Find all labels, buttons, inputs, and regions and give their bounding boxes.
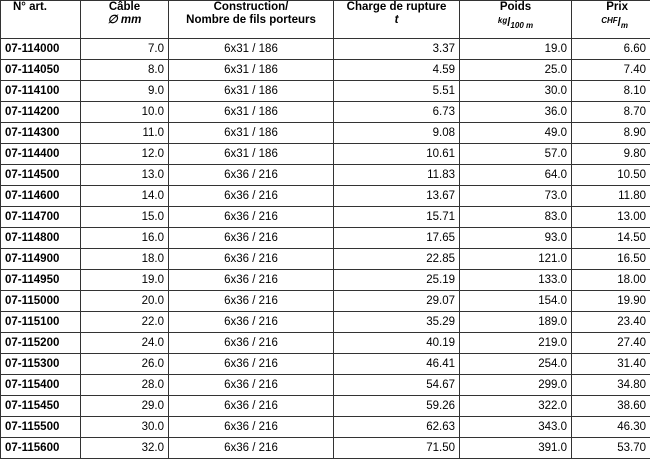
cell-breaking-load: 22.85 [334, 249, 460, 270]
cell-price: 19.90 [572, 291, 650, 312]
table-row [1, 186, 650, 207]
header-charge-unit: t [394, 14, 399, 26]
cell-weight: 64.0 [460, 165, 572, 186]
cell-cable-diameter: 7.0 [81, 39, 169, 60]
cell-cable-diameter: 10.0 [81, 102, 169, 123]
table-row [1, 144, 650, 165]
cell-art: 07-114050 [1, 60, 81, 81]
cell-construction: 6x36 / 216 [169, 375, 334, 396]
cell-cable-diameter: 30.0 [81, 417, 169, 438]
cell-breaking-load: 15.71 [334, 207, 460, 228]
header-prix-unit-sub: m [620, 21, 628, 30]
cell-art: 07-114950 [1, 270, 81, 291]
cell-price: 6.60 [572, 39, 650, 60]
cell-art: 07-115400 [1, 375, 81, 396]
table-row [1, 396, 650, 417]
cell-weight: 391.0 [460, 438, 572, 459]
cell-price: 8.90 [572, 123, 650, 144]
cell-price: 31.40 [572, 354, 650, 375]
header-charge [334, 1, 460, 39]
cell-cable-diameter: 18.0 [81, 249, 169, 270]
cell-breaking-load: 3.37 [334, 39, 460, 60]
table-body [1, 39, 650, 459]
cell-price: 10.50 [572, 165, 650, 186]
table-row [1, 270, 650, 291]
cell-art: 07-114800 [1, 228, 81, 249]
cell-price: 8.10 [572, 81, 650, 102]
cell-construction: 6x31 / 186 [169, 102, 334, 123]
cell-cable-diameter: 26.0 [81, 354, 169, 375]
cell-art: 07-114400 [1, 144, 81, 165]
table-row [1, 81, 650, 102]
cell-cable-diameter: 11.0 [81, 123, 169, 144]
header-art [1, 1, 81, 39]
cell-breaking-load: 59.26 [334, 396, 460, 417]
cell-weight: 30.0 [460, 81, 572, 102]
cell-price: 53.70 [572, 438, 650, 459]
header-art-label: N° art. [13, 1, 47, 13]
cell-construction: 6x36 / 216 [169, 186, 334, 207]
cell-weight: 219.0 [460, 333, 572, 354]
table-row [1, 249, 650, 270]
cell-price: 13.00 [572, 207, 650, 228]
table-row [1, 60, 650, 81]
header-prix: Prix $^{CHF}/_m$ [572, 1, 650, 39]
cell-art: 07-114200 [1, 102, 81, 123]
cell-breaking-load: 17.65 [334, 228, 460, 249]
header-construction-label: Construction/ [213, 1, 289, 13]
cell-construction: 6x36 / 216 [169, 354, 334, 375]
cell-price: 8.70 [572, 102, 650, 123]
cell-art: 07-114500 [1, 165, 81, 186]
cell-price: 7.40 [572, 60, 650, 81]
table-row [1, 375, 650, 396]
cell-art: 07-114000 [1, 39, 81, 60]
cell-art: 07-115450 [1, 396, 81, 417]
header-poids-label: Poids [499, 1, 532, 13]
cell-weight: 25.0 [460, 60, 572, 81]
header-charge-label: Charge de rupture [346, 1, 447, 13]
table-row [1, 291, 650, 312]
cell-construction: 6x36 / 216 [169, 291, 334, 312]
table-row [1, 165, 650, 186]
header-prix-unit-sup: CHF [601, 16, 618, 25]
cell-weight: 133.0 [460, 270, 572, 291]
cell-art: 07-115100 [1, 312, 81, 333]
table-row [1, 102, 650, 123]
cell-construction: 6x36 / 216 [169, 333, 334, 354]
cell-cable-diameter: 14.0 [81, 186, 169, 207]
cell-price: 18.00 [572, 270, 650, 291]
cell-art: 07-114300 [1, 123, 81, 144]
table-row [1, 354, 650, 375]
cell-art: 07-115500 [1, 417, 81, 438]
header-cable [81, 1, 169, 39]
cell-art: 07-114700 [1, 207, 81, 228]
cell-cable-diameter: 28.0 [81, 375, 169, 396]
cell-weight: 83.0 [460, 207, 572, 228]
cell-weight: 254.0 [460, 354, 572, 375]
cell-breaking-load: 5.51 [334, 81, 460, 102]
cell-cable-diameter: 20.0 [81, 291, 169, 312]
cell-construction: 6x36 / 216 [169, 270, 334, 291]
cell-construction: 6x36 / 216 [169, 312, 334, 333]
cell-cable-diameter: 29.0 [81, 396, 169, 417]
cell-breaking-load: 13.67 [334, 186, 460, 207]
cell-cable-diameter: 15.0 [81, 207, 169, 228]
header-poids-unit-sup: kg [497, 16, 508, 25]
header-construction [169, 1, 334, 39]
cell-price: 23.40 [572, 312, 650, 333]
cell-price: 11.80 [572, 186, 650, 207]
cell-weight: 57.0 [460, 144, 572, 165]
table-row [1, 417, 650, 438]
cell-construction: 6x31 / 186 [169, 81, 334, 102]
cell-breaking-load: 62.63 [334, 417, 460, 438]
cell-construction: 6x31 / 186 [169, 144, 334, 165]
table-row [1, 333, 650, 354]
cell-breaking-load: 46.41 [334, 354, 460, 375]
cell-breaking-load: 71.50 [334, 438, 460, 459]
cell-art: 07-114600 [1, 186, 81, 207]
cell-breaking-load: 10.61 [334, 144, 460, 165]
cell-breaking-load: 40.19 [334, 333, 460, 354]
cell-breaking-load: 4.59 [334, 60, 460, 81]
cell-construction: 6x36 / 216 [169, 165, 334, 186]
cell-weight: 36.0 [460, 102, 572, 123]
cell-cable-diameter: 24.0 [81, 333, 169, 354]
cell-art: 07-115000 [1, 291, 81, 312]
header-prix-label: Prix [606, 1, 628, 13]
header-row [1, 1, 650, 39]
cell-cable-diameter: 8.0 [81, 60, 169, 81]
cell-art: 07-115200 [1, 333, 81, 354]
cell-construction: 6x36 / 216 [169, 207, 334, 228]
cell-art: 07-114100 [1, 81, 81, 102]
cell-weight: 154.0 [460, 291, 572, 312]
cell-breaking-load: 54.67 [334, 375, 460, 396]
cell-price: 14.50 [572, 228, 650, 249]
table-header [1, 1, 650, 39]
cell-construction: 6x31 / 186 [169, 123, 334, 144]
cell-cable-diameter: 9.0 [81, 81, 169, 102]
table-row [1, 438, 650, 459]
cell-construction: 6x31 / 186 [169, 60, 334, 81]
header-poids: Poids $^{kg}/_{100 m}$ [460, 1, 572, 39]
table-row [1, 228, 650, 249]
cell-cable-diameter: 32.0 [81, 438, 169, 459]
cell-cable-diameter: 16.0 [81, 228, 169, 249]
cell-price: 46.30 [572, 417, 650, 438]
header-cable-unit: ∅ mm [107, 14, 142, 26]
cell-price: 38.60 [572, 396, 650, 417]
cell-cable-diameter: 22.0 [81, 312, 169, 333]
table-row [1, 207, 650, 228]
cell-weight: 49.0 [460, 123, 572, 144]
cell-weight: 19.0 [460, 39, 572, 60]
cell-art: 07-115300 [1, 354, 81, 375]
cell-construction: 6x31 / 186 [169, 39, 334, 60]
cell-construction: 6x36 / 216 [169, 396, 334, 417]
cell-cable-diameter: 13.0 [81, 165, 169, 186]
cell-construction: 6x36 / 216 [169, 438, 334, 459]
cell-cable-diameter: 12.0 [81, 144, 169, 165]
header-cable-label: Câble [108, 1, 141, 13]
cell-weight: 73.0 [460, 186, 572, 207]
cell-weight: 343.0 [460, 417, 572, 438]
cell-cable-diameter: 19.0 [81, 270, 169, 291]
table-row [1, 39, 650, 60]
cell-weight: 121.0 [460, 249, 572, 270]
cell-price: 16.50 [572, 249, 650, 270]
cell-construction: 6x36 / 216 [169, 417, 334, 438]
cell-weight: 93.0 [460, 228, 572, 249]
cell-breaking-load: 35.29 [334, 312, 460, 333]
cell-breaking-load: 6.73 [334, 102, 460, 123]
table-row [1, 123, 650, 144]
cell-breaking-load: 11.83 [334, 165, 460, 186]
cell-price: 9.80 [572, 144, 650, 165]
cell-breaking-load: 25.19 [334, 270, 460, 291]
cell-price: 27.40 [572, 333, 650, 354]
header-poids-unit-sub: 100 m [510, 21, 534, 30]
cell-art: 07-114900 [1, 249, 81, 270]
cell-breaking-load: 9.08 [334, 123, 460, 144]
cell-breaking-load: 29.07 [334, 291, 460, 312]
table-row [1, 312, 650, 333]
header-construction-sublabel: Nombre de fils porteurs [186, 14, 316, 26]
cell-art: 07-115600 [1, 438, 81, 459]
cell-construction: 6x36 / 216 [169, 249, 334, 270]
cell-construction: 6x36 / 216 [169, 228, 334, 249]
cell-weight: 322.0 [460, 396, 572, 417]
cell-price: 34.80 [572, 375, 650, 396]
cell-weight: 299.0 [460, 375, 572, 396]
cell-weight: 189.0 [460, 312, 572, 333]
